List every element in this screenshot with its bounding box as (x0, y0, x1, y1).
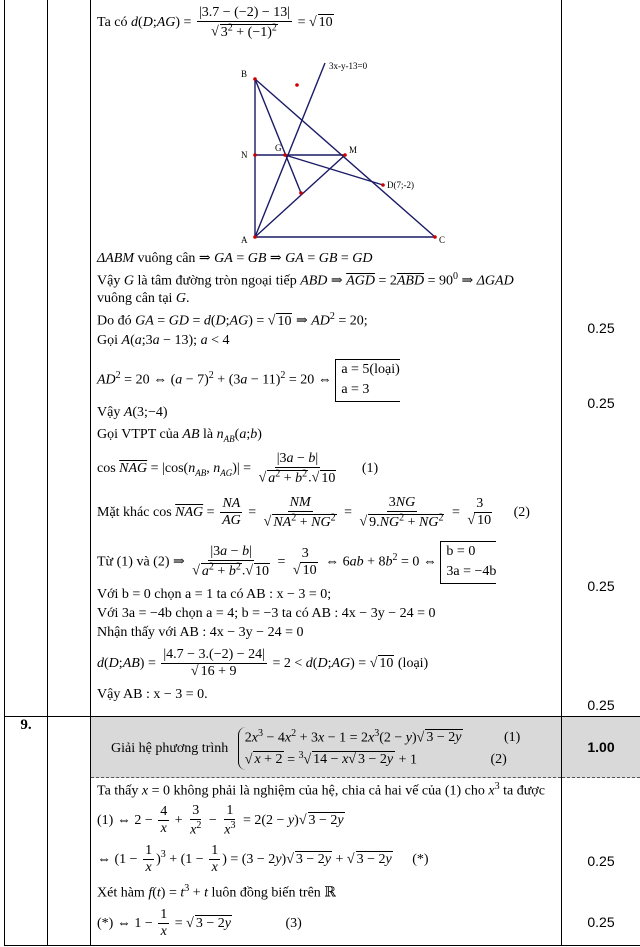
row-previous-problem (5, 0, 640, 717)
label-n: N (241, 150, 248, 160)
score-6: 0.25 (587, 914, 615, 930)
blank-cell-q9 (48, 717, 91, 946)
question-number: 9. (20, 717, 32, 733)
label-d: D(7;-2) (387, 180, 414, 190)
q9-total-score (562, 717, 640, 778)
score-1: 0.25 (587, 320, 615, 336)
number-cell (5, 0, 48, 717)
line-solve-a: $AD^2 = 20$ ⇔ $(a - 7)^2 + (3a - 11)^2 = 20$ ⇔ a = 5(loại) a = 3 (97, 359, 557, 405)
score-3: 0.25 (587, 578, 615, 594)
score-4: 0.25 (587, 697, 615, 713)
row-q9-statement (5, 717, 640, 778)
case-3a-4b: 3a = −4b (446, 564, 497, 580)
segment-b-midpoint (255, 79, 301, 193)
eq1-tag: (1) (504, 730, 521, 746)
q9-tag-3: (3) (285, 915, 302, 931)
segment-gd (285, 155, 383, 185)
line-point-a: Gọi A(a;3a − 13); a < 4 (97, 333, 230, 348)
case-b-0: b = 0 (446, 544, 476, 559)
q9-star-tag: (*) (412, 851, 429, 867)
segment-am (255, 155, 345, 237)
geometry-figure (237, 57, 457, 247)
label-m: M (349, 145, 358, 155)
line-case-3a: Với 3a = −4b chọn a = 4; b = −3 ta có AB : 4x − 3y − 24 = 0 (97, 606, 436, 621)
q9-line-5: (*) ⇔ 1 − $\frac{1}{x}$ = √ 3 − 2y (3) (97, 907, 302, 940)
q9-line-4: Xét hàm $f(t) = t^3 + t$ luôn đồng biến trên ℝ (97, 883, 336, 901)
row-q9-solution (5, 778, 640, 946)
solution-text (91, 0, 561, 707)
q9-line-1: Ta thấy x = 0 không phải là nghiệm của hệ, chia cả hai vế của (1) cho $x^3$ ta được (97, 781, 545, 799)
blank-cell (48, 0, 91, 717)
label-g: G (275, 143, 282, 153)
score-2: 0.25 (587, 395, 615, 411)
line-distance-d-ab: d(D;AB) = $\frac{|4.7 - 3.(-2) - 24|}{√ 16 + 9}$ = 2 < d(D;AG) = √ 10 (loại) (97, 647, 429, 680)
line-isosceles-g: vuông cân tại G. (97, 291, 190, 306)
line-cos-nag-1: $\cos \overline{NAG} = |\cos(n_{AB}$, $n_{AG})|$ = $\frac{|3a - b|}{√ a^2 + b^2.√ 10}$ (1) (97, 451, 379, 486)
eq2-tag: (2) (490, 752, 507, 768)
q9-statement-cell (91, 717, 562, 778)
line-distance-d-ag: Ta có d(D;AG) = $\frac{|3.7 - (-2) - 13|}{√ 3^2 + (-1)^2}$ = √ 10 (97, 5, 333, 40)
label-a: A (241, 235, 248, 245)
solution-table (4, 0, 640, 946)
tag-1: (1) (361, 461, 379, 477)
question-number-cell (5, 717, 48, 946)
label-c: C (439, 235, 446, 245)
tag-2: (2) (513, 505, 530, 521)
case-a-3: a = 3 (341, 382, 370, 398)
score-cell (562, 0, 640, 717)
line-equation-label: 3x-y-13=0 (329, 61, 368, 71)
score-5: 0.25 (587, 853, 615, 869)
q9-line-2: (1) ⇔ 2 − $\frac{4}{x}$ + $\frac{3}{x^2}$ − $\frac{1}{x^3}$ = 2(2 − y)√ 3 − 2y (97, 803, 344, 838)
label-b: B (241, 69, 248, 79)
q9-solution (91, 778, 561, 945)
line-ad-squared: Do đó GA = GD = d(D;AG) = √ 10 ⇒ $AD^2 = 20$; (97, 311, 368, 329)
q9-statement: Giải hệ phương trình $2x^3 - 4x^2 + 3x - 1 = 2x^3(2 - y)√$ 3 − 2y (1) √ x + 2 = $^3$√ 14 − x√ 3 − 2y + 1 (2) (91, 724, 561, 771)
line-abm-isosceles: ΔABM vuông cân ⇒ GA = GB ⇒ GA = GB = GD (97, 251, 373, 266)
q9-line-3: ⇔ (1 − $\frac{1}{x}$ )$^3$ + (1 − $\frac{1}{x}$ ) = (3 − 2y)√ 3 − 2y + √ 3 − 2y (*) (97, 843, 429, 876)
line-circumcenter: Vậy G là tâm đường tròn ngoại tiếp ABD ⇒ $\overline{AGD} = 2\overline{ABD} = 90^0$ ⇒ ΔGAD (97, 271, 514, 289)
q9-solution-cell (91, 778, 562, 946)
case-a-5: a = 5(loại) (341, 362, 400, 377)
line-result-a: Vậy A(3;−4) (97, 405, 168, 420)
line-conclusion-ab: Vậy AB : x − 3 = 0. (97, 687, 208, 702)
total-score-value: 1.00 (587, 739, 615, 755)
solution-cell (91, 0, 562, 717)
line-notice: Nhận thấy với AB : 4x − 3y − 24 = 0 (97, 625, 304, 640)
line-combine: Từ (1) và (2) ⇒ $\frac{|3a - b|}{√ a^2 + b^2.√ 10}$ = $\frac{3}{√ 10}$ ⇔ $6ab + 8b^2 = 0$ ⇔ b = 0 3a = −4b (97, 541, 557, 587)
line-case-b0: Với b = 0 chọn a = 1 ta có AB : x − 3 = 0; (97, 587, 332, 602)
line-normal-vector: Gọi VTPT của AB là $n_{AB}(a;b)$ (97, 427, 262, 444)
q9-score-cell (562, 778, 640, 946)
q9-title: Giải hệ phương trình (111, 740, 229, 756)
line-cos-nag-2: Mặt khác $\cos \overline{NAG}$ = $\frac{NA}{AG}$ = $\frac{NM}{√ NA^2 + NG^2}$ = $\frac{3NG}{√ 9.NG^2 + NG^2}$ = $\frac{3}{√ 10}$ (2) (97, 495, 530, 530)
